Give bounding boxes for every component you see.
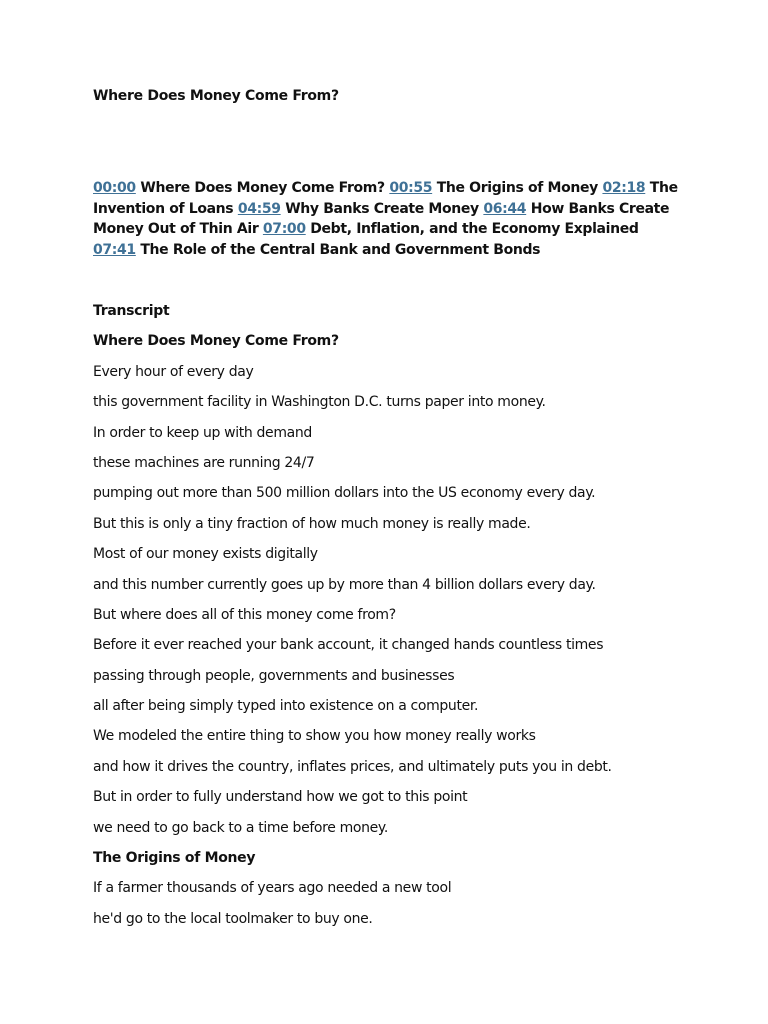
transcript-label: Transcript bbox=[93, 303, 170, 319]
transcript-line: these machines are running 24/7 bbox=[93, 454, 315, 471]
transcript-line: But in order to fully understand how we got to this point bbox=[93, 789, 468, 806]
transcript-line: and how it drives the country, inflates prices, and ultimately puts you in debt. bbox=[93, 758, 612, 775]
chapter-title: Why Banks Create Money bbox=[285, 200, 479, 217]
transcript-body bbox=[93, 331, 678, 928]
transcript-line: and this number currently goes up by more than 4 billion dollars every day. bbox=[93, 576, 596, 593]
chapter-title: The Invention of Loans bbox=[93, 180, 678, 217]
chapter-timestamp-link[interactable]: 00:00 bbox=[93, 180, 136, 196]
transcript-line: Every hour of every day bbox=[93, 363, 254, 380]
chapter-title: How Banks Create Money Out of Thin Air bbox=[93, 200, 670, 237]
chapter-title: The Role of the Central Bank and Government Bonds bbox=[140, 241, 541, 258]
chapter-timestamp-link[interactable]: 00:55 bbox=[389, 180, 433, 196]
transcript-line: pumping out more than 500 million dollars into the US economy every day. bbox=[93, 485, 596, 502]
chapter-title: Where Does Money Come From? bbox=[140, 180, 385, 196]
transcript-line: Before it ever reached your bank account, it changed hands countless times bbox=[93, 637, 604, 654]
chapter-list bbox=[93, 178, 678, 260]
transcript-line: But where does all of this money come from? bbox=[93, 606, 396, 623]
section-heading: Where Does Money Come From? bbox=[93, 333, 339, 350]
transcript-line: this government facility in Washington D.C. turns paper into money. bbox=[93, 394, 546, 411]
chapter-title: Debt, Inflation, and the Economy Explained bbox=[310, 221, 639, 237]
transcript-line: We modeled the entire thing to show you how money really works bbox=[93, 728, 536, 745]
transcript-line: But this is only a tiny fraction of how much money is really made. bbox=[93, 515, 531, 532]
chapter-timestamp-link[interactable]: 07:00 bbox=[262, 221, 306, 237]
chapter-timestamp-link[interactable]: 02:18 bbox=[602, 180, 646, 196]
chapter-timestamp-link[interactable]: 06:44 bbox=[483, 200, 527, 217]
transcript-line: Most of our money exists digitally bbox=[93, 546, 318, 563]
transcript-line: In order to keep up with demand bbox=[93, 424, 312, 441]
transcript-line: we need to go back to a time before money. bbox=[93, 819, 388, 836]
chapter-timestamp-link[interactable]: 07:41 bbox=[93, 241, 136, 258]
chapter-timestamp-link[interactable]: 04:59 bbox=[237, 200, 281, 217]
transcript-line: he'd go to the local toolmaker to buy one. bbox=[93, 910, 373, 927]
transcript-line: If a farmer thousands of years ago needed a new tool bbox=[93, 880, 452, 897]
section-heading: The Origins of Money bbox=[93, 850, 256, 867]
document-page bbox=[93, 86, 678, 929]
document-title: Where Does Money Come From? bbox=[93, 88, 339, 104]
transcript-line: all after being simply typed into existence on a computer. bbox=[93, 698, 479, 715]
chapter-title: The Origins of Money bbox=[436, 180, 598, 196]
transcript-line: passing through people, governments and businesses bbox=[93, 667, 455, 684]
